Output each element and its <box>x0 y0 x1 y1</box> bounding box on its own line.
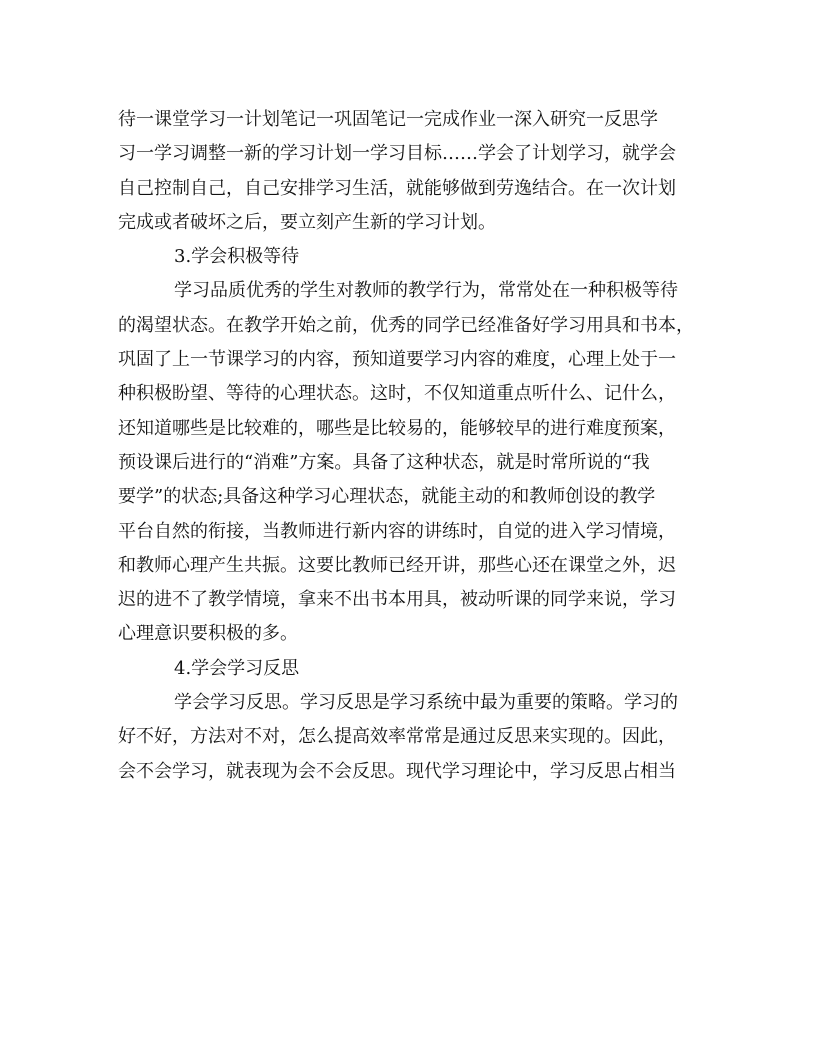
section-heading: 4.学会学习反思 <box>174 657 300 679</box>
text-line: 自己控制自己，自己安排学习生活，就能够做到劳逸结合。在一次计划 <box>118 177 676 199</box>
document-body <box>118 103 703 789</box>
text-line: 完成或者破坏之后，要立刻产生新的学习计划。 <box>118 211 496 233</box>
text-line: 迟的进不了教学情境，拿来不出书本用具，被动听课的同学来说，学习 <box>118 589 676 611</box>
text-line: 心理意识要积极的多。 <box>118 623 298 645</box>
text-line: 要学”的状态;具备这种学习心理状态，就能主动的和教师创设的教学 <box>118 486 656 508</box>
text-line: 待一课堂学习一计划笔记一巩固笔记一完成作业一深入研究一反思学 <box>118 109 658 130</box>
text-line: 种积极盼望、等待的心理状态。这时，不仅知道重点听什么、记什么， <box>118 383 676 405</box>
text-line: 好不好，方法对不对，怎么提高效率常常是通过反思来实现的。因此， <box>118 726 676 748</box>
section-heading: 3.学会积极等待 <box>174 246 300 268</box>
text-line: 巩固了上一节课学习的内容，预知道要学习内容的难度，心理上处于一 <box>118 349 676 371</box>
text-line: 和教师心理产生共振。这要比教师已经开讲，那些心还在课堂之外，迟 <box>118 554 676 576</box>
text-line: 学习品质优秀的学生对教师的教学行为，常常处在一种积极等待 <box>174 280 678 302</box>
text-line: 的渴望状态。在教学开始之前，优秀的同学已经准备好学习用具和书本， <box>118 314 694 336</box>
text-line: 平台自然的衔接，当教师进行新内容的讲练时，自觉的进入学习情境， <box>118 520 676 542</box>
text-line: 预设课后进行的“消难”方案。具备了这种状态，就是时常所说的“我 <box>118 451 650 473</box>
text-line: 会不会学习，就表现为会不会反思。现代学习理论中，学习反思占相当 <box>118 760 676 782</box>
text-line: 还知道哪些是比较难的，哪些是比较易的，能够较早的进行难度预案， <box>118 417 676 439</box>
text-line: 习一学习调整一新的学习计划一学习目标……学会了计划学习，就学会 <box>118 143 676 165</box>
text-line: 学会学习反思。学习反思是学习系统中最为重要的策略。学习的 <box>174 692 678 714</box>
